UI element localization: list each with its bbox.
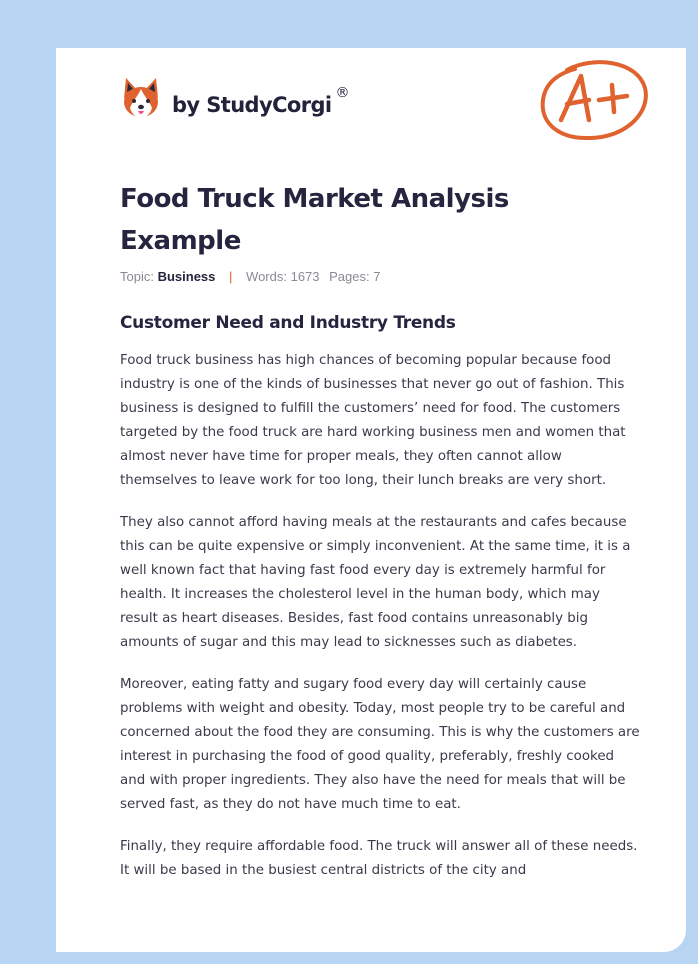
section-heading: Customer Need and Industry Trends — [120, 313, 456, 333]
studycorgi-logo[interactable] — [120, 74, 350, 124]
corgi-logo-icon — [120, 76, 162, 122]
paragraph: Moreover, eating fatty and sugary food every day will certainly cause problems with weight and obesity. Today, most people try to be careful and concerned about the food they are consuming. This is why the customers are interest in purchasing the food of good quality, preferably, freshly cooked and with proper ingredients. They also have the need for meals that will be served fast, as they do not have much time to eat. — [120, 677, 640, 812]
brand-name: by StudyCorgi — [172, 93, 332, 117]
meta-separator: | — [229, 269, 233, 284]
paragraph: Finally, they require affordable food. The truck will answer all of these needs. It will be based in the busiest central districts of the city and — [120, 839, 638, 878]
document-card — [56, 48, 686, 952]
word-count: Words: 1673 — [246, 269, 320, 284]
document-body — [120, 349, 640, 901]
a-plus-grade-icon — [537, 58, 651, 142]
document-title: Food Truck Market Analysis Example — [120, 184, 509, 256]
page-count: Pages: 7 — [329, 269, 381, 284]
topic-link[interactable]: Business — [157, 269, 216, 284]
paragraph: Food truck business has high chances of becoming popular because food industry is one of the kinds of businesses that never go out of fashion. This business is designed to fulfill the customers’ need for food. The customers targeted by the food truck are hard working business men and women that almost never have time for proper meals, they often cannot allow themselves to leave work for too long, their lunch breaks are very short. — [120, 353, 626, 488]
registered-mark: ® — [335, 85, 350, 101]
topic-label: Topic: — [120, 269, 154, 284]
paragraph: They also cannot afford having meals at the restaurants and cafes because this can be quite expensive or simply inconvenient. At the same time, it is a well known fact that having fast food every day is extremely harmful for health. It increases the cholesterol level in the human body, which may result as heart diseases. Besides, fast food contains unreasonably big amounts of sugar and this may lead to sicknesses such as diabetes. — [120, 515, 631, 650]
document-meta — [120, 269, 380, 284]
